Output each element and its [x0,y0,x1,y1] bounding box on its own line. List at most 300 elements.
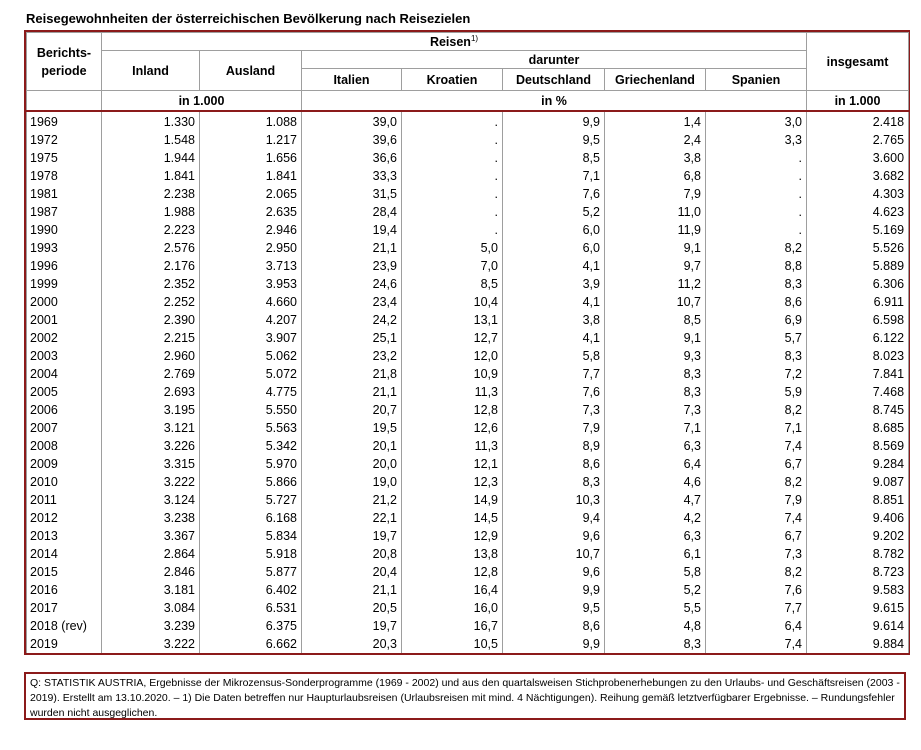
cell-spanien: 8,8 [706,257,807,275]
cell-griechenland: 5,5 [605,599,706,617]
cell-insgesamt: 5.526 [807,239,909,257]
cell-ausland: 3.953 [200,275,302,293]
cell-inland: 2.215 [102,329,200,347]
cell-kroatien: 7,0 [402,257,503,275]
table-row [27,329,909,347]
cell-period: 2009 [27,455,102,473]
cell-inland: 2.846 [102,563,200,581]
cell-kroatien: 11,3 [402,437,503,455]
cell-period: 2004 [27,365,102,383]
cell-inland: 1.841 [102,167,200,185]
cell-insgesamt: 7.841 [807,365,909,383]
cell-griechenland: 6,3 [605,527,706,545]
cell-spanien: 7,9 [706,491,807,509]
cell-insgesamt: 6.122 [807,329,909,347]
cell-italien: 28,4 [302,203,402,221]
table-row [27,347,909,365]
cell-ausland: 1.217 [200,131,302,149]
cell-insgesamt: 6.598 [807,311,909,329]
cell-ausland: 5.062 [200,347,302,365]
cell-ausland: 2.946 [200,221,302,239]
header-period-line2: periode [41,63,87,78]
cell-deutschland: 9,5 [503,599,605,617]
cell-griechenland: 9,1 [605,239,706,257]
cell-deutschland: 4,1 [503,293,605,311]
cell-deutschland: 8,6 [503,455,605,473]
header-unit-percent: in % [302,91,807,112]
cell-ausland: 4.775 [200,383,302,401]
cell-inland: 2.960 [102,347,200,365]
cell-ausland: 6.375 [200,617,302,635]
cell-kroatien: 16,0 [402,599,503,617]
cell-deutschland: 8,6 [503,617,605,635]
cell-spanien: . [706,221,807,239]
cell-italien: 20,0 [302,455,402,473]
table-row [27,563,909,581]
header-ausland: Ausland [200,51,302,91]
table-row [27,293,909,311]
data-table-frame [24,30,910,655]
cell-italien: 19,4 [302,221,402,239]
cell-spanien: 7,4 [706,509,807,527]
cell-inland: 3.181 [102,581,200,599]
cell-griechenland: 6,1 [605,545,706,563]
table-row [27,111,909,131]
table-row [27,311,909,329]
cell-griechenland: 6,4 [605,455,706,473]
cell-italien: 21,1 [302,383,402,401]
cell-griechenland: 6,8 [605,167,706,185]
cell-inland: 3.315 [102,455,200,473]
cell-spanien: 5,7 [706,329,807,347]
cell-griechenland: 1,4 [605,111,706,131]
table-row [27,221,909,239]
cell-ausland: 6.168 [200,509,302,527]
cell-insgesamt: 9.583 [807,581,909,599]
cell-spanien: 8,2 [706,473,807,491]
cell-spanien: 7,6 [706,581,807,599]
cell-kroatien: . [402,167,503,185]
cell-griechenland: 7,1 [605,419,706,437]
cell-deutschland: 4,1 [503,257,605,275]
cell-period: 1990 [27,221,102,239]
header-kroatien: Kroatien [402,69,503,91]
cell-spanien: 7,4 [706,635,807,653]
cell-kroatien: 13,1 [402,311,503,329]
cell-deutschland: 8,9 [503,437,605,455]
cell-griechenland: 4,8 [605,617,706,635]
cell-griechenland: 6,3 [605,437,706,455]
cell-griechenland: 4,7 [605,491,706,509]
table-row [27,167,909,185]
cell-insgesamt: 8.851 [807,491,909,509]
cell-italien: 20,4 [302,563,402,581]
cell-italien: 24,6 [302,275,402,293]
table-row [27,473,909,491]
cell-deutschland: 10,3 [503,491,605,509]
cell-ausland: 3.713 [200,257,302,275]
header-italien: Italien [302,69,402,91]
cell-ausland: 5.342 [200,437,302,455]
cell-kroatien: 12,0 [402,347,503,365]
cell-inland: 3.226 [102,437,200,455]
cell-deutschland: 9,9 [503,635,605,653]
cell-italien: 39,0 [302,111,402,131]
cell-ausland: 5.563 [200,419,302,437]
cell-deutschland: 4,1 [503,329,605,347]
cell-deutschland: 7,1 [503,167,605,185]
cell-inland: 3.121 [102,419,200,437]
cell-spanien: 8,6 [706,293,807,311]
header-deutschland: Deutschland [503,69,605,91]
cell-ausland: 1.656 [200,149,302,167]
cell-griechenland: 11,9 [605,221,706,239]
cell-period: 2011 [27,491,102,509]
cell-inland: 2.223 [102,221,200,239]
cell-italien: 20,3 [302,635,402,653]
cell-kroatien: 12,7 [402,329,503,347]
cell-spanien: 8,2 [706,563,807,581]
cell-period: 1972 [27,131,102,149]
cell-period: 1969 [27,111,102,131]
cell-inland: 2.769 [102,365,200,383]
cell-inland: 3.124 [102,491,200,509]
cell-kroatien: . [402,185,503,203]
table-row [27,239,909,257]
cell-italien: 25,1 [302,329,402,347]
cell-period: 2001 [27,311,102,329]
cell-deutschland: 9,5 [503,131,605,149]
cell-period: 2007 [27,419,102,437]
table-row [27,203,909,221]
cell-griechenland: 8,5 [605,311,706,329]
cell-kroatien: 8,5 [402,275,503,293]
cell-period: 2013 [27,527,102,545]
cell-inland: 1.988 [102,203,200,221]
cell-italien: 24,2 [302,311,402,329]
table-body [27,111,909,653]
cell-ausland: 6.662 [200,635,302,653]
cell-griechenland: 7,3 [605,401,706,419]
cell-italien: 23,2 [302,347,402,365]
cell-period: 2002 [27,329,102,347]
cell-inland: 3.367 [102,527,200,545]
cell-deutschland: 9,6 [503,563,605,581]
cell-insgesamt: 8.569 [807,437,909,455]
table-row [27,455,909,473]
cell-inland: 2.693 [102,383,200,401]
table-row [27,383,909,401]
table-row [27,437,909,455]
cell-griechenland: 3,8 [605,149,706,167]
cell-kroatien: 12,3 [402,473,503,491]
cell-insgesamt: 8.023 [807,347,909,365]
table-row [27,185,909,203]
header-reisen [102,33,807,51]
cell-kroatien: . [402,203,503,221]
cell-period: 2012 [27,509,102,527]
cell-deutschland: 7,9 [503,419,605,437]
cell-ausland: 5.877 [200,563,302,581]
cell-deutschland: 7,6 [503,383,605,401]
cell-inland: 3.222 [102,635,200,653]
cell-italien: 22,1 [302,509,402,527]
cell-italien: 20,5 [302,599,402,617]
header-reisen-footnote: 1) [470,33,479,43]
cell-kroatien: 5,0 [402,239,503,257]
cell-deutschland: 5,8 [503,347,605,365]
cell-kroatien: . [402,111,503,131]
cell-inland: 1.330 [102,111,200,131]
cell-insgesamt: 8.782 [807,545,909,563]
cell-griechenland: 9,3 [605,347,706,365]
table-row [27,617,909,635]
travel-statistics-table [26,32,909,653]
cell-spanien: 3,3 [706,131,807,149]
cell-period: 1987 [27,203,102,221]
cell-spanien: 7,3 [706,545,807,563]
cell-period: 2006 [27,401,102,419]
cell-inland: 1.548 [102,131,200,149]
cell-insgesamt: 6.911 [807,293,909,311]
cell-insgesamt: 9.284 [807,455,909,473]
cell-griechenland: 7,9 [605,185,706,203]
cell-ausland: 5.834 [200,527,302,545]
cell-griechenland: 2,4 [605,131,706,149]
cell-spanien: 8,3 [706,275,807,293]
cell-insgesamt: 2.765 [807,131,909,149]
cell-kroatien: 16,4 [402,581,503,599]
cell-spanien: 8,2 [706,401,807,419]
cell-ausland: 6.402 [200,581,302,599]
cell-ausland: 5.072 [200,365,302,383]
header-period-line1: Berichts- [36,45,92,60]
cell-kroatien: 14,9 [402,491,503,509]
cell-ausland: 6.531 [200,599,302,617]
cell-griechenland: 8,3 [605,365,706,383]
cell-spanien: . [706,185,807,203]
cell-deutschland: 9,9 [503,111,605,131]
cell-inland: 3.238 [102,509,200,527]
cell-kroatien: 10,5 [402,635,503,653]
cell-kroatien: . [402,131,503,149]
cell-italien: 19,7 [302,527,402,545]
cell-insgesamt: 4.303 [807,185,909,203]
cell-inland: 2.238 [102,185,200,203]
cell-inland: 2.252 [102,293,200,311]
table-row [27,527,909,545]
cell-spanien: . [706,149,807,167]
cell-griechenland: 8,3 [605,383,706,401]
cell-insgesamt: 8.685 [807,419,909,437]
cell-insgesamt: 3.600 [807,149,909,167]
cell-period: 2000 [27,293,102,311]
cell-kroatien: 14,5 [402,509,503,527]
cell-period: 2005 [27,383,102,401]
cell-deutschland: 10,7 [503,545,605,563]
cell-kroatien: 16,7 [402,617,503,635]
cell-inland: 3.195 [102,401,200,419]
table-row [27,365,909,383]
cell-griechenland: 9,1 [605,329,706,347]
header-spanien: Spanien [706,69,807,91]
cell-period: 2014 [27,545,102,563]
cell-ausland: 4.660 [200,293,302,311]
table-row [27,257,909,275]
cell-spanien: . [706,203,807,221]
cell-italien: 19,5 [302,419,402,437]
cell-deutschland: 9,9 [503,581,605,599]
cell-period: 1993 [27,239,102,257]
cell-ausland: 2.950 [200,239,302,257]
cell-kroatien: 12,1 [402,455,503,473]
header-insgesamt: insgesamt [807,33,909,91]
cell-inland: 3.222 [102,473,200,491]
cell-italien: 21,8 [302,365,402,383]
cell-insgesamt: 5.889 [807,257,909,275]
table-row [27,149,909,167]
cell-ausland: 3.907 [200,329,302,347]
cell-ausland: 2.065 [200,185,302,203]
cell-italien: 21,1 [302,581,402,599]
cell-period: 2015 [27,563,102,581]
cell-insgesamt: 9.614 [807,617,909,635]
cell-kroatien: . [402,149,503,167]
cell-insgesamt: 8.723 [807,563,909,581]
cell-griechenland: 10,7 [605,293,706,311]
cell-griechenland: 11,0 [605,203,706,221]
cell-kroatien: 10,9 [402,365,503,383]
cell-ausland: 5.727 [200,491,302,509]
cell-deutschland: 5,2 [503,203,605,221]
cell-period: 2010 [27,473,102,491]
header-griechenland: Griechenland [605,69,706,91]
cell-italien: 36,6 [302,149,402,167]
cell-ausland: 4.207 [200,311,302,329]
cell-insgesamt: 9.615 [807,599,909,617]
cell-deutschland: 7,7 [503,365,605,383]
cell-italien: 33,3 [302,167,402,185]
cell-period: 2019 [27,635,102,653]
cell-kroatien: . [402,221,503,239]
cell-ausland: 1.841 [200,167,302,185]
cell-deutschland: 6,0 [503,221,605,239]
cell-period: 1996 [27,257,102,275]
header-unit-total: in 1.000 [807,91,909,112]
header-unit-absolute: in 1.000 [102,91,302,112]
cell-insgesamt: 9.087 [807,473,909,491]
cell-kroatien: 12,6 [402,419,503,437]
cell-ausland: 5.866 [200,473,302,491]
cell-insgesamt: 7.468 [807,383,909,401]
cell-insgesamt: 9.202 [807,527,909,545]
cell-period: 2016 [27,581,102,599]
cell-italien: 19,0 [302,473,402,491]
table-row [27,131,909,149]
cell-italien: 31,5 [302,185,402,203]
cell-italien: 39,6 [302,131,402,149]
cell-inland: 3.084 [102,599,200,617]
cell-griechenland: 4,2 [605,509,706,527]
cell-inland: 2.576 [102,239,200,257]
cell-period: 1981 [27,185,102,203]
cell-deutschland: 8,5 [503,149,605,167]
cell-period: 2003 [27,347,102,365]
header-reisen-label: Reisen [429,35,471,50]
table-row [27,419,909,437]
header-unit-blank [27,91,102,112]
cell-spanien: 6,4 [706,617,807,635]
cell-inland: 2.390 [102,311,200,329]
table-row [27,545,909,563]
table-row [27,491,909,509]
cell-deutschland: 8,3 [503,473,605,491]
cell-kroatien: 12,9 [402,527,503,545]
cell-period: 2018 (rev) [27,617,102,635]
cell-spanien: 6,7 [706,527,807,545]
cell-spanien: 7,1 [706,419,807,437]
cell-inland: 3.239 [102,617,200,635]
cell-griechenland: 4,6 [605,473,706,491]
cell-period: 2008 [27,437,102,455]
cell-deutschland: 6,0 [503,239,605,257]
cell-kroatien: 12,8 [402,563,503,581]
cell-ausland: 2.635 [200,203,302,221]
cell-italien: 20,1 [302,437,402,455]
cell-spanien: 5,9 [706,383,807,401]
cell-ausland: 5.918 [200,545,302,563]
cell-spanien: 7,7 [706,599,807,617]
cell-inland: 2.176 [102,257,200,275]
cell-spanien: 6,9 [706,311,807,329]
cell-italien: 21,1 [302,239,402,257]
table-row [27,401,909,419]
cell-insgesamt: 3.682 [807,167,909,185]
cell-italien: 21,2 [302,491,402,509]
cell-period: 1978 [27,167,102,185]
cell-spanien: 8,2 [706,239,807,257]
cell-griechenland: 8,3 [605,635,706,653]
cell-griechenland: 11,2 [605,275,706,293]
table-row [27,275,909,293]
cell-deutschland: 7,3 [503,401,605,419]
cell-insgesamt: 6.306 [807,275,909,293]
table-title: Reisegewohnheiten der österreichischen Bevölkerung nach Reisezielen [26,11,471,26]
cell-griechenland: 9,7 [605,257,706,275]
cell-spanien: 7,4 [706,437,807,455]
table-row [27,581,909,599]
cell-insgesamt: 2.418 [807,111,909,131]
cell-spanien: . [706,167,807,185]
cell-insgesamt: 9.406 [807,509,909,527]
cell-inland: 2.864 [102,545,200,563]
header-inland: Inland [102,51,200,91]
cell-insgesamt: 5.169 [807,221,909,239]
cell-inland: 2.352 [102,275,200,293]
cell-spanien: 6,7 [706,455,807,473]
cell-kroatien: 12,8 [402,401,503,419]
cell-kroatien: 10,4 [402,293,503,311]
cell-ausland: 1.088 [200,111,302,131]
cell-insgesamt: 9.884 [807,635,909,653]
cell-italien: 19,7 [302,617,402,635]
cell-ausland: 5.970 [200,455,302,473]
cell-insgesamt: 4.623 [807,203,909,221]
cell-italien: 23,9 [302,257,402,275]
source-footnote: Q: STATISTIK AUSTRIA, Ergebnisse der Mikrozensus-Sonderprogramme (1969 - 2002) und aus den quartalsweisen Stichprobenerhebungen zu den Urlaubs- und Geschäftsreisen (2003 - 2019). Erstellt am 13.10.2020. – 1) Die Daten betreffen nur Haupturlaubsreisen (Urlaubsreisen mit mind. 4 Nächtigungen). Reihung gemäß letztverfügbarer Ergebnisse. – Rundungsfehler wurden nicht ausgeglichen. [24,672,906,720]
cell-deutschland: 9,4 [503,509,605,527]
cell-inland: 1.944 [102,149,200,167]
